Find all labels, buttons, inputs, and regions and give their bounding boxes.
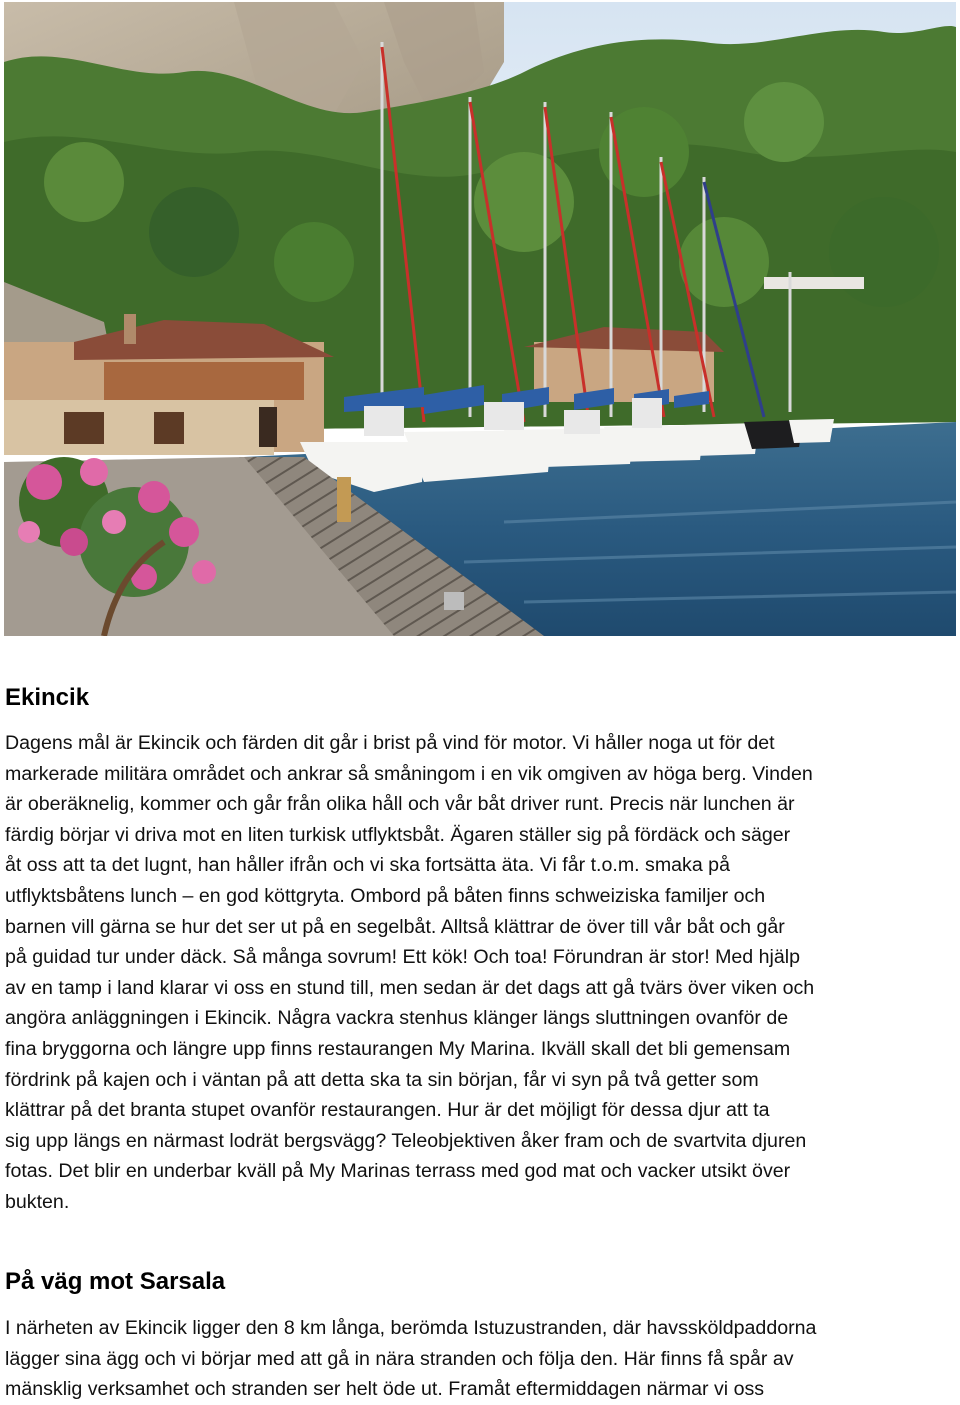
text-line: sig upp längs en närmast lodrät bergsvägg? Teleobjektiven åker fram och de svartvita djuren: [5, 1129, 807, 1152]
harbor-photo: [4, 2, 956, 636]
text-line: klättrar på det branta stupet ovanför restaurangen. Hur är det möjligt för dessa djur att ta: [5, 1099, 770, 1122]
text-line: I närheten av Ekincik ligger den 8 km långa, berömda Istuzustranden, där havssköldpaddorna: [5, 1317, 817, 1339]
text-line: mänsklig verksamhet och stranden ser helt öde ut. Framåt eftermiddagen närmar vi oss: [5, 1378, 765, 1401]
text-line: är oberäknelig, kommer och går från olika håll och vår båt driver runt. Precis när lunchen är: [5, 793, 795, 816]
text-line: lägger sina ägg och vi börjar med att gå in nära stranden och följa den. Här finns få spår av: [5, 1347, 794, 1370]
text-line: bukten.: [5, 1190, 70, 1213]
text-line: åt oss att ta det lugnt, han håller ifrån och vi ska fortsätta äta. Vi får t.o.m. smaka på: [5, 854, 730, 877]
text-line: Dagens mål är Ekincik och färden dit går i brist på vind för motor. Vi håller noga ut för det: [5, 732, 775, 754]
text-line: på guidad tur under däck. Så många sovrum! Ett kök! Och toa! Förundran är stor! Med hjälp: [5, 946, 801, 969]
text-line: fina bryggorna och längre upp finns restaurangen My Marina. Ikväll skall det bli gemensam: [5, 1037, 791, 1060]
section-body-ekincik: [5, 728, 955, 1218]
text-line: angöra anläggningen i Ekincik. Några vackra stenhus klänger längs sluttningen ovanför de: [5, 1007, 789, 1030]
text-line: fotas. Det blir en underbar kväll på My Marinas terrass med god mat och vacker utsikt över: [5, 1160, 791, 1183]
text-line: av en tamp i land klarar vi oss en stund till, men sedan är det dags att gå tvärs över viken och: [5, 976, 815, 999]
section-body-sarsala: [5, 1313, 955, 1405]
text-line: utflyktsbåtens lunch – en god köttgryta. Ombord på båten finns schweiziska familjer och: [5, 884, 766, 907]
section-heading-sarsala: På väg mot Sarsala: [5, 1268, 226, 1295]
text-line: markerade militära området och ankrar så småningom i en vik omgiven av höga berg. Vinden: [5, 762, 813, 785]
text-line: barnen vill gärna se hur det ser ut på en segelbåt. Alltså klättrar de över till vår båt och går: [5, 915, 785, 938]
text-line: fördrink på kajen och i väntan på att detta ska ta sin början, får vi syn på två getter som: [5, 1068, 759, 1091]
text-line: färdig börjar vi driva mot en liten turkisk utflyktsbåt. Ägaren ställer sig på fördäck och säger: [5, 823, 791, 846]
section-heading-ekincik: Ekincik: [5, 684, 90, 711]
